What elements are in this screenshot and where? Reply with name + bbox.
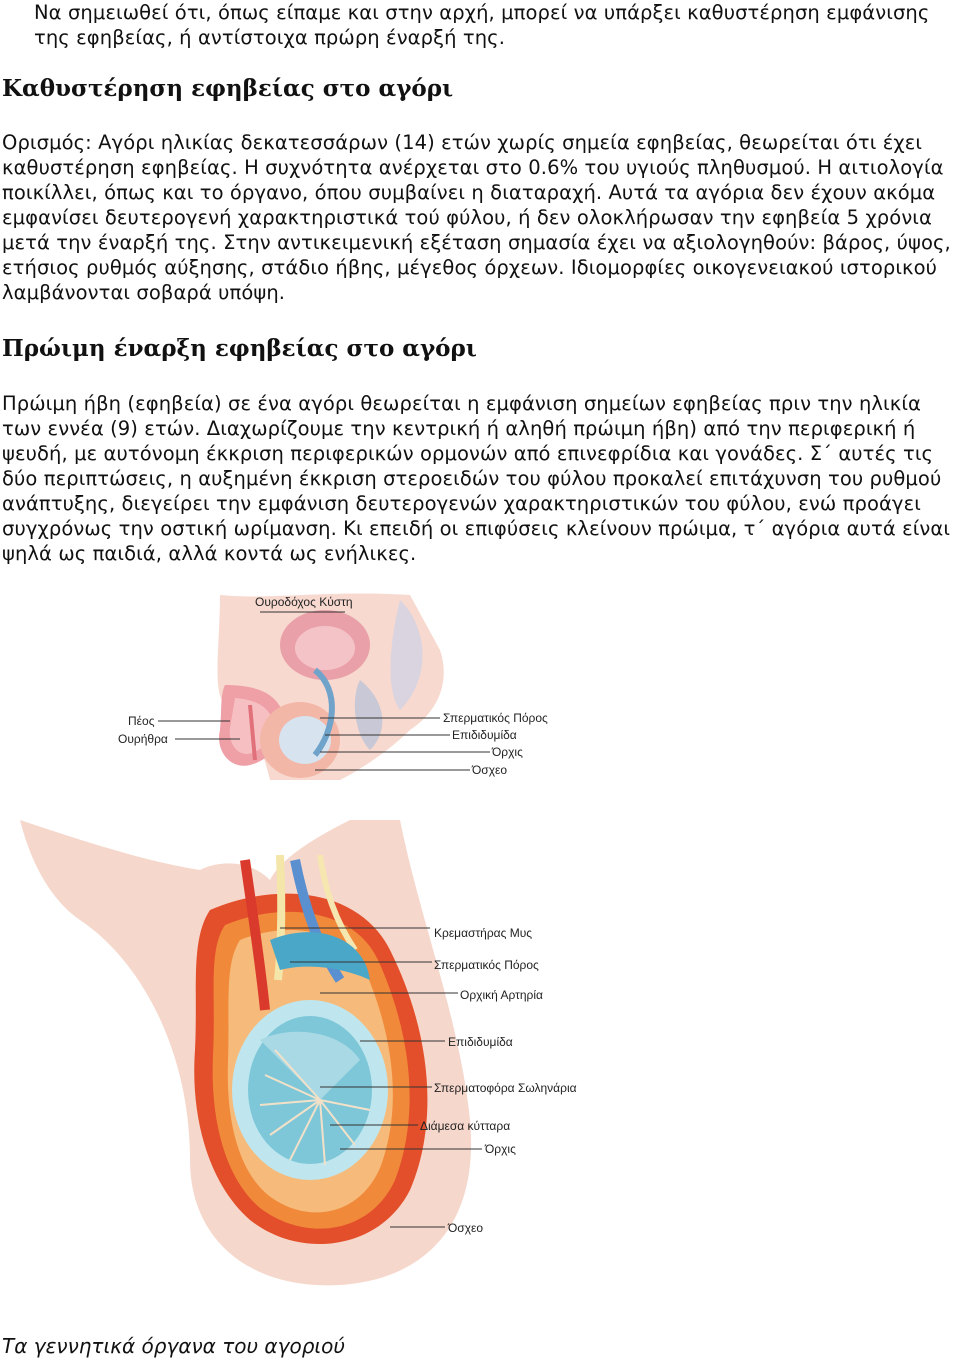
- label-epididymis-top: Επιδιδυμίδα: [452, 728, 517, 742]
- label-testis-top: Όρχις: [492, 745, 523, 759]
- label-testis-bottom: Όρχις: [485, 1142, 516, 1156]
- label-vas-deferens-top: Σπερματικός Πόρος: [443, 711, 548, 725]
- label-vas-deferens-bottom: Σπερματικός Πόρος: [434, 958, 539, 972]
- label-cremaster: Κρεμαστήρας Μυς: [434, 926, 533, 940]
- male-anatomy-side-illustration: [110, 590, 580, 790]
- paragraph-delayed-puberty: Ορισμός: Αγόρι ηλικίας δεκατεσσάρων (14) ετών χωρίς σημεία εφηβείας, θεωρείται ότι έχει καθυστέρηση εφηβείας. Η συχνότητα ανέρχεται στο 0.6% του υγιούς πληθυσμού. Η αιτιολογία ποικίλλει, όπως και το όργανο, όπου συμβαίνει η διαταραχή. Αυτά τα αγόρια δεν έχουν ακόμα εμφανίσει δευτερογενή χαρακτηριστικά τού φύλου, ή δεν ολοκλήρωσαν την εφηβεία 5 χρόνια μετά την έναρξή της. Στην αντικειμενική εξέταση σημασία έχει να αξιολογηθούν: βάρος, ύψος, ετήσιος ρυθμός αύξησης, στάδιο ήβης, μέγεθος όρχεων. Ιδιομορφίες οικογενειακού ιστορικού λαμβάνονται σοβαρά υπόψη.: [2, 131, 951, 304]
- intro-paragraph: Να σημειωθεί ότι, όπως είπαμε και στην αρχή, μπορεί να υπάρξει καθυστέρηση εμφάνισης της εφηβείας, ή αντίστοιχα πρώρη έναρξή της.: [34, 1, 930, 49]
- paragraph-early-puberty: Πρώιμη ήβη (εφηβεία) σε ένα αγόρι θεωρείται η εμφάνιση σημείων εφηβείας πριν την ηλικία των εννέα (9) ετών. Διαχωρίζουμε την κεντρική ή αληθή πρώιμη ήβη) από την περιφερική ή ψευδή, με αυτόνομη έκκριση περιφερικών ορμονών από επινεφρίδια και γονάδες. Σ΄ αυτές τις δύο περιπτώσεις, η αυξημένη έκκριση στεροειδών του φύλου προκαλεί επιτάχυνση του ρυθμού ανάπτυξης, διεγείρει την εμφάνιση δευτερογενών χαρακτηριστικών του φύλου, ενώ προάγει συγχρόνως την οστική ωρίμανση. Κι επειδή οι επιφύσεις κλείνουν πρώιμα, τ΄ αγόρια αυτά είναι ψηλά ως παιδιά, αλλά κοντά ως ενήλικες.: [2, 392, 951, 565]
- label-penis: Πέος: [128, 714, 155, 728]
- figure-caption: Τα γεννητικά όργανα του αγοριού: [2, 1334, 345, 1358]
- label-scrotum-top: Όσχεο: [472, 763, 508, 777]
- label-epididymis-bottom: Επιδιδυμίδα: [448, 1035, 513, 1049]
- label-seminiferous-tubules: Σπερματοφόρα Σωληνάρια: [434, 1081, 577, 1095]
- label-scrotum-bottom: Όσχεο: [448, 1221, 484, 1235]
- label-interstitial-cells: Διάμεσα κύτταρα: [420, 1119, 511, 1133]
- label-bladder: Ουροδόχος Κύστη: [255, 595, 353, 609]
- label-testicular-artery: Ορχική Αρτηρία: [460, 988, 543, 1002]
- label-urethra: Ουρήθρα: [118, 732, 168, 746]
- testis-cross-section-illustration: [20, 800, 600, 1290]
- heading-early-puberty: Πρώιμη έναρξη εφηβείας στο αγόρι: [2, 335, 477, 362]
- heading-delayed-puberty: Καθυστέρηση εφηβείας στο αγόρι: [2, 75, 454, 102]
